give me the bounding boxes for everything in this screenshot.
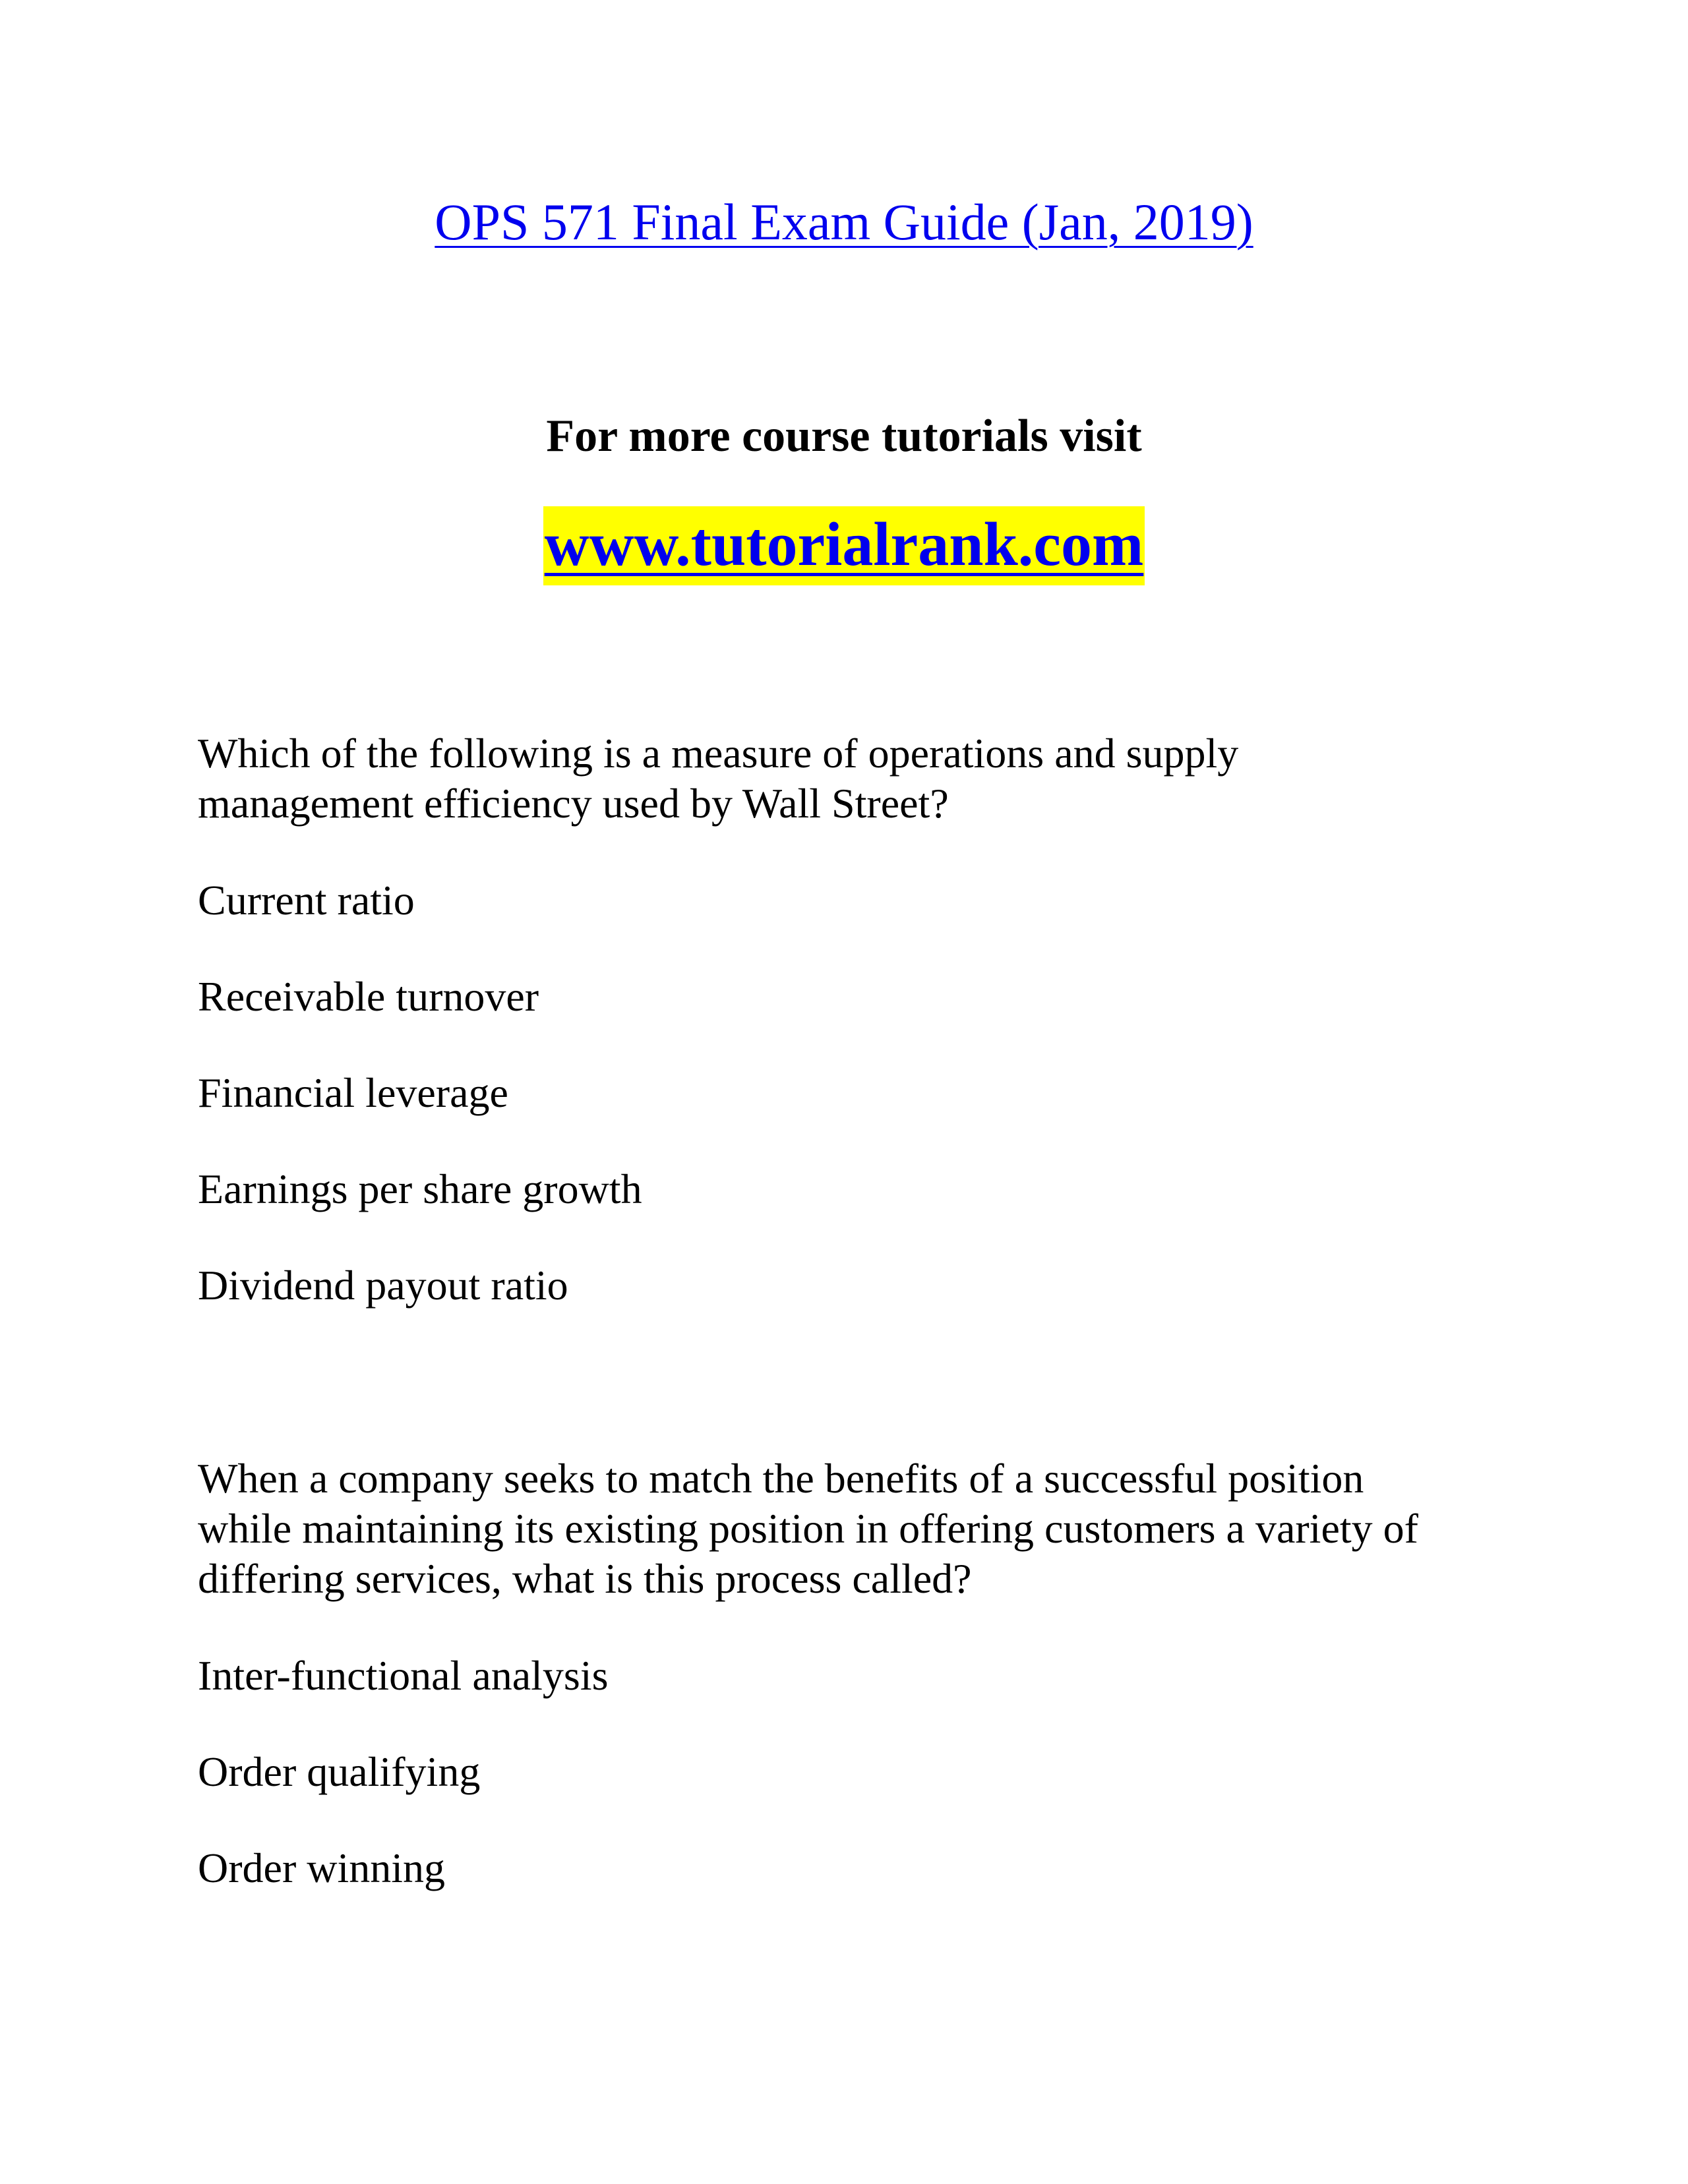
question-1-text [198, 728, 1517, 829]
question-2-line-3: differing services, what is this process called? [198, 1555, 972, 1602]
website-link[interactable]: www.tutorialrank.com [543, 506, 1145, 585]
question-2-line-2: while maintaining its existing position in offering customers a variety of [198, 1505, 1418, 1552]
question-2-option-1: Inter-functional analysis [198, 1652, 609, 1699]
question-1-option-1: Current ratio [198, 877, 415, 924]
question-1-option-2: Receivable turnover [198, 973, 539, 1020]
question-1-line-2: management efficiency used by Wall Street? [198, 780, 949, 827]
question-2-line-1: When a company seeks to match the benefits of a successful position [198, 1455, 1364, 1502]
page-title [0, 191, 1688, 253]
question-2-option-3: Order winning [198, 1845, 446, 1891]
website-banner [0, 508, 1688, 582]
question-2-text [198, 1454, 1517, 1604]
title-link[interactable]: OPS 571 Final Exam Guide (Jan, 2019) [435, 193, 1253, 251]
question-1-option-4: Earnings per share growth [198, 1166, 642, 1212]
question-1-line-1: Which of the following is a measure of operations and supply [198, 730, 1239, 777]
question-1-option-5: Dividend payout ratio [198, 1262, 568, 1309]
question-2-option-2: Order qualifying [198, 1748, 481, 1795]
promo-text: For more course tutorials visit [546, 411, 1142, 461]
question-1-option-3: Financial leverage [198, 1069, 508, 1116]
